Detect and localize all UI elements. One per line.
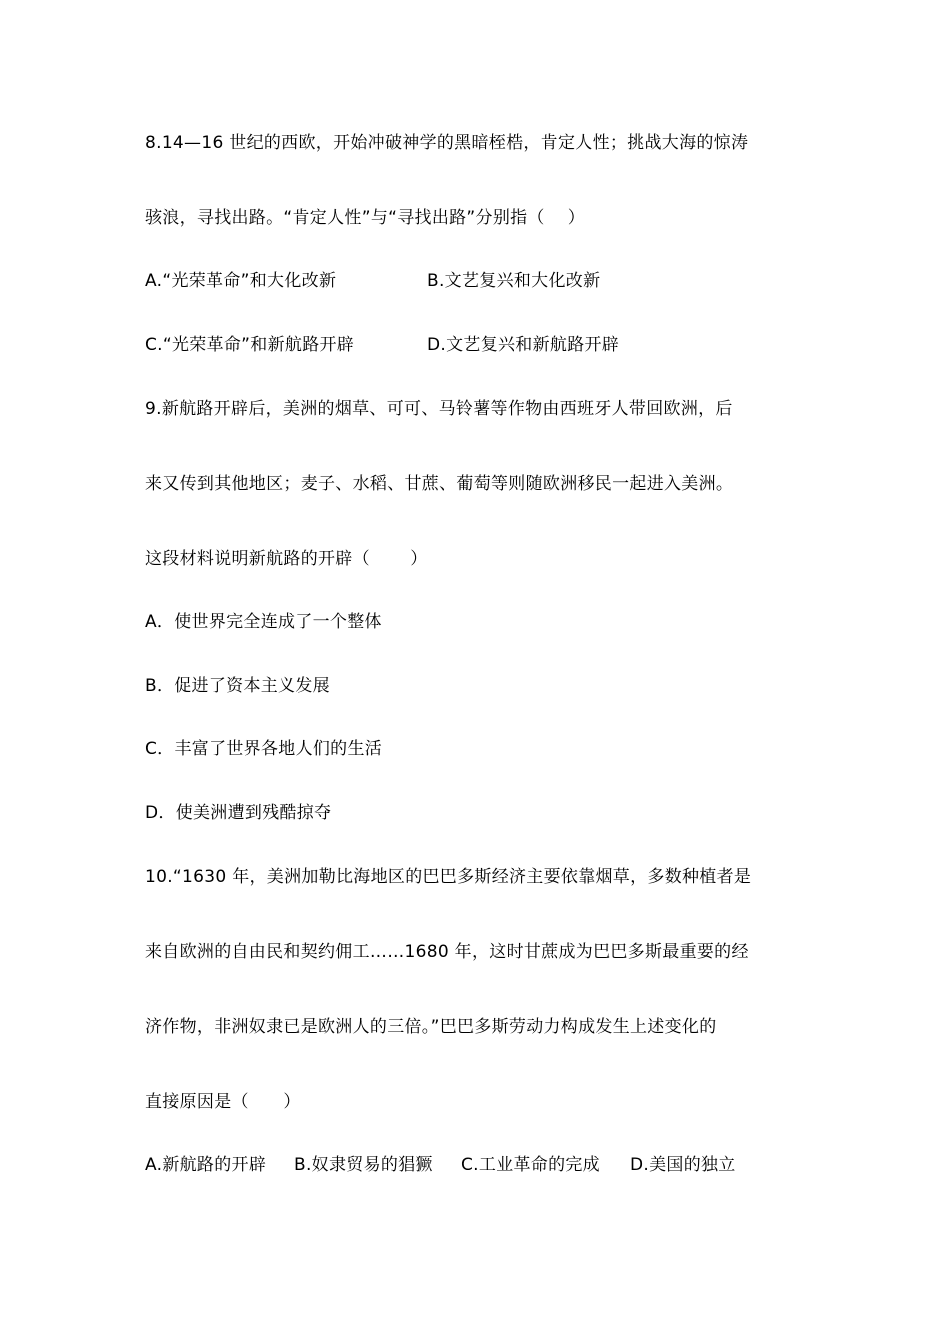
q9-stem-line-1: 9.新航路开辟后，美洲的烟草、可可、马铃薯等作物由西班牙人带回欧洲，后 <box>145 399 733 419</box>
q9-option-b: B．促进了资本主义发展 <box>145 676 330 696</box>
q10-stem-line-2: 来自欧洲的自由民和契约佣工……1680 年，这时甘蔗成为巴巴多斯最重要的经 <box>145 942 749 962</box>
q10-option-c: C.工业革命的完成 <box>461 1155 600 1175</box>
q8-option-c: C.“光荣革命”和新航路开辟 <box>145 335 355 355</box>
q10-stem-line-4: 直接原因是（ ） <box>145 1092 301 1112</box>
q10-option-d: D.美国的独立 <box>630 1155 736 1175</box>
q8-option-d: D.文艺复兴和新航路开辟 <box>427 335 620 355</box>
q10-stem-line-3: 济作物，非洲奴隶已是欧洲人的三倍。”巴巴多斯劳动力构成发生上述变化的 <box>145 1017 717 1037</box>
q9-option-a: A．使世界完全连成了一个整体 <box>145 612 382 632</box>
q8-option-a: A.“光荣革命”和大化改新 <box>145 271 337 291</box>
q9-stem-line-2: 来又传到其他地区；麦子、水稻、甘蔗、葡萄等则随欧洲移民一起进入美洲。 <box>145 474 734 494</box>
q8-stem-line-2: 骇浪，寻找出路。“肯定人性”与“寻找出路”分别指（ ） <box>145 208 586 228</box>
q9-option-d: D．使美洲遭到残酷掠夺 <box>145 803 332 823</box>
q9-stem-line-3: 这段材料说明新航路的开辟（ ） <box>145 549 428 569</box>
q8-option-b: B.文艺复兴和大化改新 <box>427 271 601 291</box>
q9-option-c: C．丰富了世界各地人们的生活 <box>145 739 383 759</box>
q10-stem-line-1: 10.“1630 年，美洲加勒比海地区的巴巴多斯经济主要依靠烟草，多数种植者是 <box>145 867 752 887</box>
q10-option-a: A.新航路的开辟 <box>145 1155 267 1175</box>
q10-option-b: B.奴隶贸易的猖獗 <box>294 1155 433 1175</box>
q8-stem-line-1: 8.14—16 世纪的西欧，开始冲破神学的黑暗桎梏，肯定人性；挑战大海的惊涛 <box>145 133 749 153</box>
